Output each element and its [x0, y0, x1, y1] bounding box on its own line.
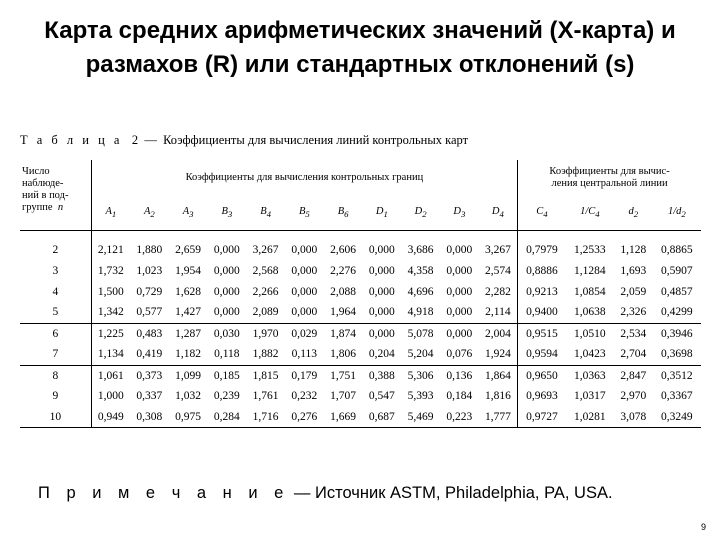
- value-cell: 0,388: [362, 365, 401, 386]
- table-row: [20, 407, 701, 428]
- note-text: Источник ASTM, Philadelphia, PA, USA.: [315, 484, 613, 502]
- value-cell: 1,716: [246, 407, 285, 428]
- value-cell: 0,4299: [661, 306, 693, 319]
- row-n-cell: 8: [20, 365, 91, 386]
- value-cell: 0,284: [207, 407, 246, 428]
- value-cell: 2,659: [175, 244, 202, 256]
- value-cell: 5,204: [407, 348, 434, 361]
- value-cell: 0,949: [91, 407, 130, 428]
- value-cell: 1,815: [246, 365, 285, 386]
- value-cell: 1,287: [169, 323, 208, 344]
- column-header-c4: $C_4$: [518, 196, 566, 231]
- value-cell: 2,004: [479, 323, 518, 344]
- row-n-cell: 9: [20, 386, 91, 407]
- value-cell: 4,918: [407, 306, 434, 319]
- value-cell: 4,358: [407, 265, 434, 278]
- value-cell: 0,000: [446, 244, 473, 256]
- column-header-d3: $D_3$: [440, 196, 479, 231]
- value-cell: 2,121: [97, 244, 124, 256]
- table-body: [20, 231, 701, 428]
- n-header-line-2: наблюде-: [22, 178, 64, 189]
- value-cell: 3,267: [479, 231, 518, 262]
- value-cell: 2,282: [479, 282, 518, 303]
- row-n-cell: 10: [20, 407, 91, 428]
- value-cell: 0,3367: [661, 390, 693, 403]
- value-cell: 0,419: [136, 348, 163, 361]
- value-cell: 0,9213: [526, 285, 558, 298]
- value-cell: 1,061: [91, 365, 130, 386]
- n-header-line-4: группе n: [22, 202, 64, 213]
- table-row: [20, 323, 701, 344]
- value-cell: 2,059: [620, 285, 647, 298]
- value-cell: 0,204: [368, 348, 395, 361]
- value-cell: 0,000: [368, 306, 395, 319]
- value-cell: 5,306: [401, 365, 440, 386]
- value-cell: 1,0363: [566, 365, 614, 386]
- value-cell: 3,078: [614, 407, 653, 428]
- value-cell: 1,880: [136, 244, 163, 256]
- value-cell: 1,874: [324, 323, 363, 344]
- value-cell: 1,0510: [566, 323, 614, 344]
- n-header-line-3: ний в под-: [22, 190, 69, 201]
- n-header-line-1: Число: [22, 166, 50, 177]
- value-cell: 1,023: [136, 265, 163, 278]
- value-cell: 0,000: [368, 285, 395, 298]
- value-cell: 0,9400: [526, 306, 558, 319]
- table-note: [38, 484, 613, 503]
- value-cell: 0,3698: [661, 348, 693, 361]
- value-cell: 1,806: [330, 348, 357, 361]
- table-row: [20, 344, 701, 365]
- value-cell: 2,568: [252, 265, 279, 278]
- table-row: [20, 302, 701, 323]
- column-header-a3: $A_3$: [169, 196, 208, 231]
- value-cell: 0,000: [291, 265, 318, 278]
- value-cell: 2,114: [479, 302, 518, 323]
- value-cell: 0,308: [130, 407, 169, 428]
- value-cell: 0,000: [291, 285, 318, 298]
- n-symbol: n: [57, 202, 64, 213]
- note-prefix: П р и м е ч а н и е: [38, 484, 290, 502]
- value-cell: 1,128: [620, 244, 647, 256]
- value-cell: 2,276: [330, 265, 357, 278]
- value-cell: 2,266: [252, 285, 279, 298]
- column-header-b3: $B_3$: [207, 196, 246, 231]
- table-row: [20, 261, 701, 282]
- note-dash: —: [293, 484, 311, 502]
- value-cell: 2,574: [479, 261, 518, 282]
- value-cell: 2,089: [252, 306, 279, 319]
- value-cell: 1,693: [620, 265, 647, 278]
- column-header-b5: $B_5$: [285, 196, 324, 231]
- column-header-a2: $A_2$: [130, 196, 169, 231]
- column-header-b6: $B_6$: [324, 196, 363, 231]
- value-cell: 1,964: [330, 306, 357, 319]
- value-cell: 1,970: [246, 323, 285, 344]
- column-header-b4: $B_4$: [246, 196, 285, 231]
- value-cell: 1,182: [175, 348, 202, 361]
- control-limits-group-header: Коэффициенты для вычисления контрольных границ: [91, 160, 517, 196]
- table-row: [20, 231, 701, 262]
- value-cell: 2,704: [620, 348, 647, 361]
- value-cell: 0,9727: [518, 407, 566, 428]
- row-n-cell: 5: [20, 302, 91, 323]
- value-cell: 1,761: [252, 390, 279, 403]
- value-cell: 0,729: [136, 285, 163, 298]
- value-cell: 1,0854: [574, 285, 606, 298]
- central-line-group-header: Коэффициенты для вычис- ления центральной линии: [549, 166, 670, 189]
- value-cell: 2,534: [614, 323, 653, 344]
- value-cell: 0,9693: [526, 390, 558, 403]
- value-cell: 5,469: [401, 407, 440, 428]
- value-cell: 0,577: [136, 306, 163, 319]
- value-cell: 1,669: [324, 407, 363, 428]
- value-cell: 1,1284: [574, 265, 606, 278]
- value-cell: 1,0638: [574, 306, 606, 319]
- value-cell: 3,267: [252, 244, 279, 256]
- value-cell: 0,483: [130, 323, 169, 344]
- value-cell: 0,239: [213, 390, 240, 403]
- value-cell: 0,000: [368, 244, 395, 256]
- value-cell: 1,342: [97, 306, 124, 319]
- value-cell: 1,000: [97, 390, 124, 403]
- table-row: [20, 386, 701, 407]
- column-header-row: [20, 196, 701, 231]
- value-cell: 0,000: [446, 285, 473, 298]
- value-cell: 0,373: [130, 365, 169, 386]
- value-cell: 1,032: [175, 390, 202, 403]
- row-n-cell: 3: [20, 261, 91, 282]
- title-line-2: размахов (R) или стандартных отклонений (s): [85, 51, 635, 78]
- value-cell: 1,732: [97, 265, 124, 278]
- value-cell: 2,606: [330, 244, 357, 256]
- value-cell: 2,088: [330, 285, 357, 298]
- value-cell: 0,179: [285, 365, 324, 386]
- column-header-d2: $d_2$: [614, 196, 653, 231]
- value-cell: 1,882: [252, 348, 279, 361]
- value-cell: 2,970: [620, 390, 647, 403]
- value-cell: 0,000: [213, 306, 240, 319]
- value-cell: 1,500: [97, 285, 124, 298]
- value-cell: 1,099: [169, 365, 208, 386]
- row-n-cell: 6: [20, 323, 91, 344]
- value-cell: 1,134: [97, 348, 124, 361]
- value-cell: 0,232: [291, 390, 318, 403]
- page-number: 9: [700, 522, 706, 532]
- value-cell: 1,954: [175, 265, 202, 278]
- caption-text: Коэффициенты для вычисления линий контрольных карт: [163, 133, 469, 147]
- value-cell: 1,864: [479, 365, 518, 386]
- value-cell: 0,000: [291, 306, 318, 319]
- value-cell: 0,118: [214, 348, 240, 361]
- value-cell: 1,225: [91, 323, 130, 344]
- table-row: [20, 365, 701, 386]
- caption-number: 2: [131, 133, 139, 147]
- value-cell: 0,184: [446, 390, 473, 403]
- value-cell: 0,000: [446, 306, 473, 319]
- value-cell: 1,707: [330, 390, 357, 403]
- column-header-d2: $D_2$: [401, 196, 440, 231]
- value-cell: 1,777: [479, 407, 518, 428]
- column-header-1-over-c4: $1/C_4$: [566, 196, 614, 231]
- value-cell: 0,000: [440, 323, 479, 344]
- value-cell: 0,000: [213, 244, 240, 256]
- value-cell: 0,185: [207, 365, 246, 386]
- value-cell: 0,3512: [653, 365, 701, 386]
- value-cell: 3,686: [407, 244, 434, 256]
- value-cell: 0,029: [285, 323, 324, 344]
- n-column-header: [20, 160, 91, 231]
- value-cell: 4,696: [407, 285, 434, 298]
- value-cell: 0,000: [213, 265, 240, 278]
- value-cell: 1,628: [175, 285, 202, 298]
- value-cell: 0,9650: [518, 365, 566, 386]
- value-cell: 0,276: [285, 407, 324, 428]
- value-cell: 0,113: [291, 348, 318, 361]
- value-cell: 0,7979: [526, 244, 558, 256]
- title-line-1: Карта средних арифметических значений (X-карта) и: [44, 17, 676, 44]
- value-cell: 0,000: [446, 265, 473, 278]
- value-cell: 0,000: [213, 285, 240, 298]
- value-cell: 0,5907: [661, 265, 693, 278]
- column-header-1-over-d2: $1/d_2$: [653, 196, 701, 231]
- value-cell: 0,9515: [518, 323, 566, 344]
- value-cell: 0,4857: [661, 285, 693, 298]
- value-cell: 1,0317: [574, 390, 606, 403]
- value-cell: 1,0423: [574, 348, 606, 361]
- column-header-a1: $A_1$: [91, 196, 130, 231]
- table-caption: [20, 133, 700, 148]
- table-row: [20, 282, 701, 303]
- value-cell: 0,687: [362, 407, 401, 428]
- value-cell: 1,924: [479, 344, 518, 365]
- value-cell: 1,0281: [566, 407, 614, 428]
- value-cell: 0,223: [440, 407, 479, 428]
- value-cell: 0,9594: [526, 348, 558, 361]
- value-cell: 0,8865: [661, 244, 693, 256]
- value-cell: 5,078: [401, 323, 440, 344]
- row-n-cell: 4: [20, 282, 91, 303]
- value-cell: 1,2533: [574, 244, 606, 256]
- slide-title: [0, 14, 720, 82]
- value-cell: 0,000: [368, 265, 395, 278]
- row-n-cell: 7: [20, 344, 91, 365]
- value-cell: 0,975: [169, 407, 208, 428]
- value-cell: 0,000: [362, 323, 401, 344]
- row-n-cell: 2: [20, 231, 91, 262]
- value-cell: 2,326: [620, 306, 647, 319]
- value-cell: 0,337: [136, 390, 163, 403]
- value-cell: 0,076: [446, 348, 473, 361]
- value-cell: 5,393: [407, 390, 434, 403]
- column-header-d4: $D_4$: [479, 196, 518, 231]
- value-cell: 1,816: [479, 386, 518, 407]
- value-cell: 2,847: [614, 365, 653, 386]
- control-chart-coefficients-table: [20, 160, 701, 428]
- caption-dash: —: [144, 133, 157, 147]
- value-cell: 0,3946: [653, 323, 701, 344]
- value-cell: 0,547: [368, 390, 395, 403]
- value-cell: 1,751: [324, 365, 363, 386]
- value-cell: 1,427: [175, 306, 202, 319]
- value-cell: 0,000: [291, 244, 318, 256]
- value-cell: 0,8886: [526, 265, 558, 278]
- value-cell: 0,3249: [653, 407, 701, 428]
- value-cell: 0,030: [207, 323, 246, 344]
- column-header-d1: $D_1$: [362, 196, 401, 231]
- value-cell: 0,136: [440, 365, 479, 386]
- caption-prefix: Т а б л и ц а: [20, 133, 123, 147]
